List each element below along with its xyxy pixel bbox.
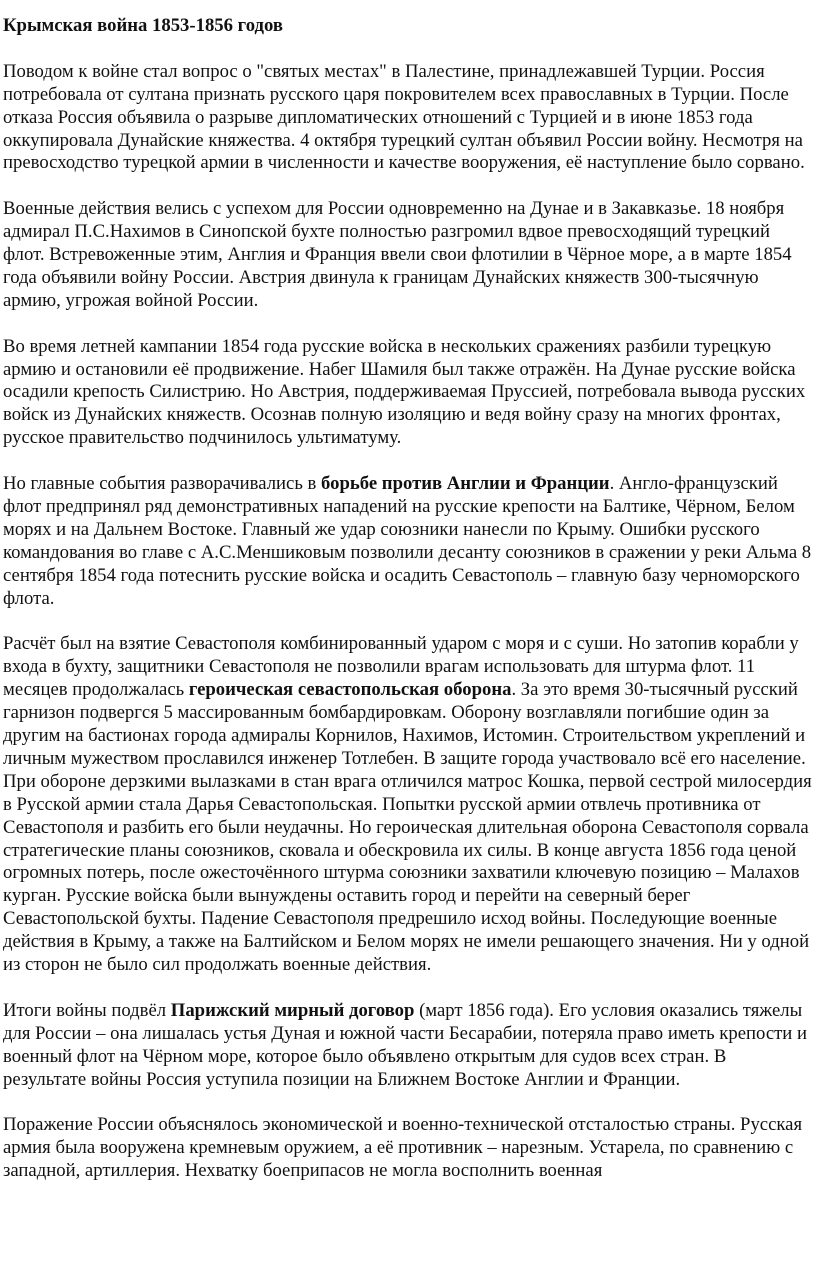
paragraph-war-cause: Поводом к войне стал вопрос о "святых местах" в Палестине, принадлежавшей Турции. Россия потребовала от султана признать русского царя покровителем всех православных в Турции. После отказа Россия объявила о разрыве дипломатических отношений с Турцией и в июне 1853 года оккупировала Дунайские княжества. 4 октября турецкий султан объявил России войну. Несмотря на превосходство турецкой армии в численности и качестве вооружения, её наступление было сорвано. [3,60,805,174]
paragraph-summer-campaign-1854: Во время летней кампании 1854 года русские войска в нескольких сражениях разбили турецкую армию и остановили её продвижение. Набег Шамиля был также отражён. На Дунае русские войска осадили крепость Силистрию. Но Австрия, поддерживаемая Пруссией, потребовала вывода русских войск из Дунайских княжеств. Осознав полную изоляцию и ведя войну сразу на многих фронтах, русское правительство подчинилось ультиматуму. [3,335,806,449]
bold-phrase: героическая севастопольская оборона [188,679,512,701]
paragraph-sevastopol-defense [3,633,812,977]
paragraph-text: Расчёт был на взятие Севастополя комбинированный ударом с моря и с суши. Но затопив корабли у входа в бухту, защитники Севастополя не позволили врагам использовать для штурма флот. 11 месяцев продолжалась [3,633,799,701]
paragraph-paris-treaty [3,1000,812,1092]
paragraph-text: Итоги войны подвёл [3,999,171,1021]
paragraph-main-events [3,473,812,610]
paragraph-text: . За это время 30-тысячный русский гарнизон подвергся 5 массированным бомбардировкам. Оборону возглавляли погибшие один за другим на бастионах города адмиралы Корнилов, Нахимов, Истомин. Строительством укреплений и личным мужеством прославился инженер Тотлебен. В защите города участвовало всё его население. При обороне дерзкими вылазками в стан врага отличился матрос Кошка, первой сестрой милосердия в Русской армии стала Дарья Севастопольская. Попытки русской армии отвлечь противника от Севастополя и разбить его были неудачны. Но героическая длительная оборона Севастополя сорвала стратегические планы союзников, сковала и обескровила их силы. В конце августа 1856 года ценой огромных потерь, после ожесточённого штурма союзники захватили ключевую позицию – Малахов курган. Русские войска были вынуждены оставить город и перейти на северный берег Севастопольской бухты. Падение Севастополя предрешило исход войны. Последующие военные действия в Крыму, а также на Балтийском и Белом морях не имели решающего значения. Ни у одной из сторон не было сил продолжать военные действия. [3,679,812,976]
paragraph-text: Но главные события разворачивались в [3,473,322,495]
bold-phrase: борьбе против Англии и Франции [321,473,610,495]
bold-phrase: Парижский мирный договор [170,999,415,1021]
document-title: Крымская война 1853-1856 годов [3,15,283,36]
paragraph-defeat-reasons: Поражение России объяснялось экономической и военно-технической отсталостью страны. Русская армия была вооружена кремневым оружием, а её противник – нарезным. Устарела, по сравнению с западной, артиллерия. Нехватку боеприпасов не могла восполнить военная [3,1114,803,1182]
paragraph-military-actions: Военные действия велись с успехом для России одновременно на Дунае и в Закавказье. 18 ноября адмирал П.С.Нахимов в Синопской бухте полностью разгромил вдвое превосходящий турецкий флот. Встревоженные этим, Англия и Франция ввели свои флотилии в Чёрное море, а в марте 1854 года объявили войну России. Австрия двинула к границам Дунайских княжеств 300-тысячную армию, угрожая войной России. [3,198,792,311]
paragraph-text: (март 1856 года). Его условия оказались тяжелы для России – она лишалась устья Дуная и южной части Бесарабии, потеряла право иметь крепости и военный флот на Чёрном море, которое было объявлено открытым для судов всех стран. В результате войны Россия уступила позиции на Ближнем Востоке Англии и Франции. [3,999,807,1090]
paragraph-text: . Англо-французский флот предпринял ряд демонстративных нападений на русские крепости на Балтике, Чёрном, Белом морях и на Дальнем Востоке. Главный же удар союзники нанесли по Крыму. Ошибки русского командования во главе с А.С.Меншиковым позволили десанту союзников в сражении у реки Альма 8 сентября 1854 года потеснить русские войска и осадить Севастополь – главную базу черноморского флота. [3,473,812,609]
